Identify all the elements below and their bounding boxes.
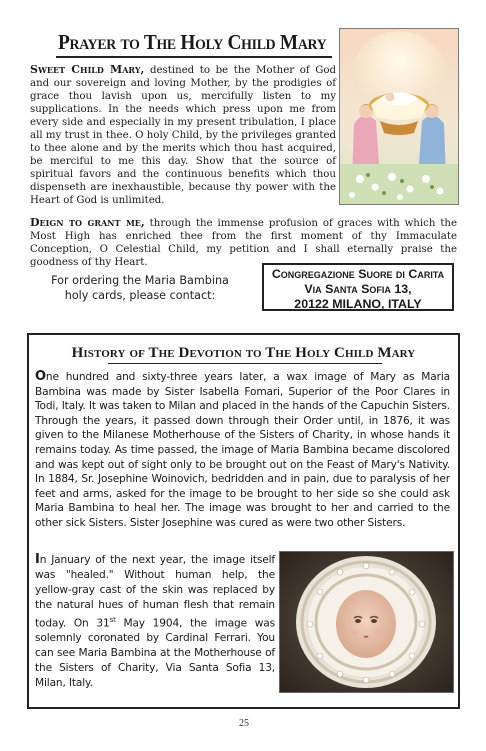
prayer-lead: Sweet Child Mary, [30,63,145,76]
history-paragraph-1 [35,370,450,531]
history-title-underline [108,363,382,364]
maria-bambina-image [280,552,453,692]
history-paragraph-2 [35,553,275,691]
holy-child-illustration [339,28,459,205]
history-dropcap-1: O [35,369,46,384]
history-text-2a: n January of the next year, the image itself was "healed." Without human help, the yellow-gray cast of the skin was replaced by the natural hues of human flesh that remain today. On 31 [35,554,275,630]
petition-text: through the immense profusion of graces with which the Most High has enriched thee from the first moment of thy Immaculate Conception, O Celestial Child, my petition and I shall eternally praise the goodness of thy Heart. [30,218,457,268]
history-text-2b: May 1904, the image was solemnly coronated by Cardinal Ferrari. You can see Maria Bambina at the Motherhouse of the Sisters of Charity, Via Santa Sofia 13, Milan, Italy. [35,617,275,689]
address-line-3: 20122 MILANO, ITALY [294,297,422,311]
ordering-note: For ordering the Maria Bambina holy cards, please contact: [51,274,229,302]
holy-child-image [340,29,458,204]
page-number: 25 [239,718,249,729]
title-underline [56,56,332,58]
prayer-text: destined to be the Mother of God and our sovereign and loving Mother, by the prodigies of grace thou lavish upon us, mercifully listen to my supplications. In the needs which press upon me from every side and especially in my present tribulation, I place all my trust in thee. O holy Child, by the privileges granted to thee alone and by the merits which thou hast acquired, be merciful to me this day. Show that the source of spiritual favors and the continuous benefits which thou dispenseth are inexhaustible, because thy power with the Heart of God is unlimited. [30,65,336,206]
petition-paragraph [30,216,457,269]
petition-lead: Deign to grant me, [30,216,145,229]
history-section [27,333,460,709]
history-dropcap-2: I [35,552,40,567]
history-text-1: ne hundred and sixty-three years later, a wax image of Mary as Maria Bambina was made by Sister Isabella Fomari, Superior of the Poor Clares in Todi, Italy. It was taken to Milan and placed in the hands of the Capuchin Sisters. Through the years, it passed down through their Order until, in 1876, it was given to the Milanese Motherhouse of the Sisters of Charity, in whose hands it remains today. As time passed, the image of Maria Bambina became discolored and was kept out of sight only to be brought out on the Feast of Mary's Nativity. In 1884, Sr. Josephine Woinovich, bedridden and in pain, due to paralysis of her feet and arms, asked for the image to be brought to her side so she could ask Maria Bambina to heal her. The image was brought to her and carried to the other sick Sisters. Sister Josephine was cured as were two other Sisters. [35,371,450,529]
maria-bambina-photo [279,551,454,693]
address-line-2: Via Santa Sofia 13, [304,282,412,296]
history-title: History of The Devotion to The Holy Child Mary [71,345,416,361]
ordinal-suffix: st [109,615,116,624]
prayer-paragraph [30,63,336,207]
prayer-title: Prayer to The Holy Child Mary [58,30,327,54]
address-box [262,263,454,311]
address-line-1: Congregazione Suore di Carita [271,267,445,281]
